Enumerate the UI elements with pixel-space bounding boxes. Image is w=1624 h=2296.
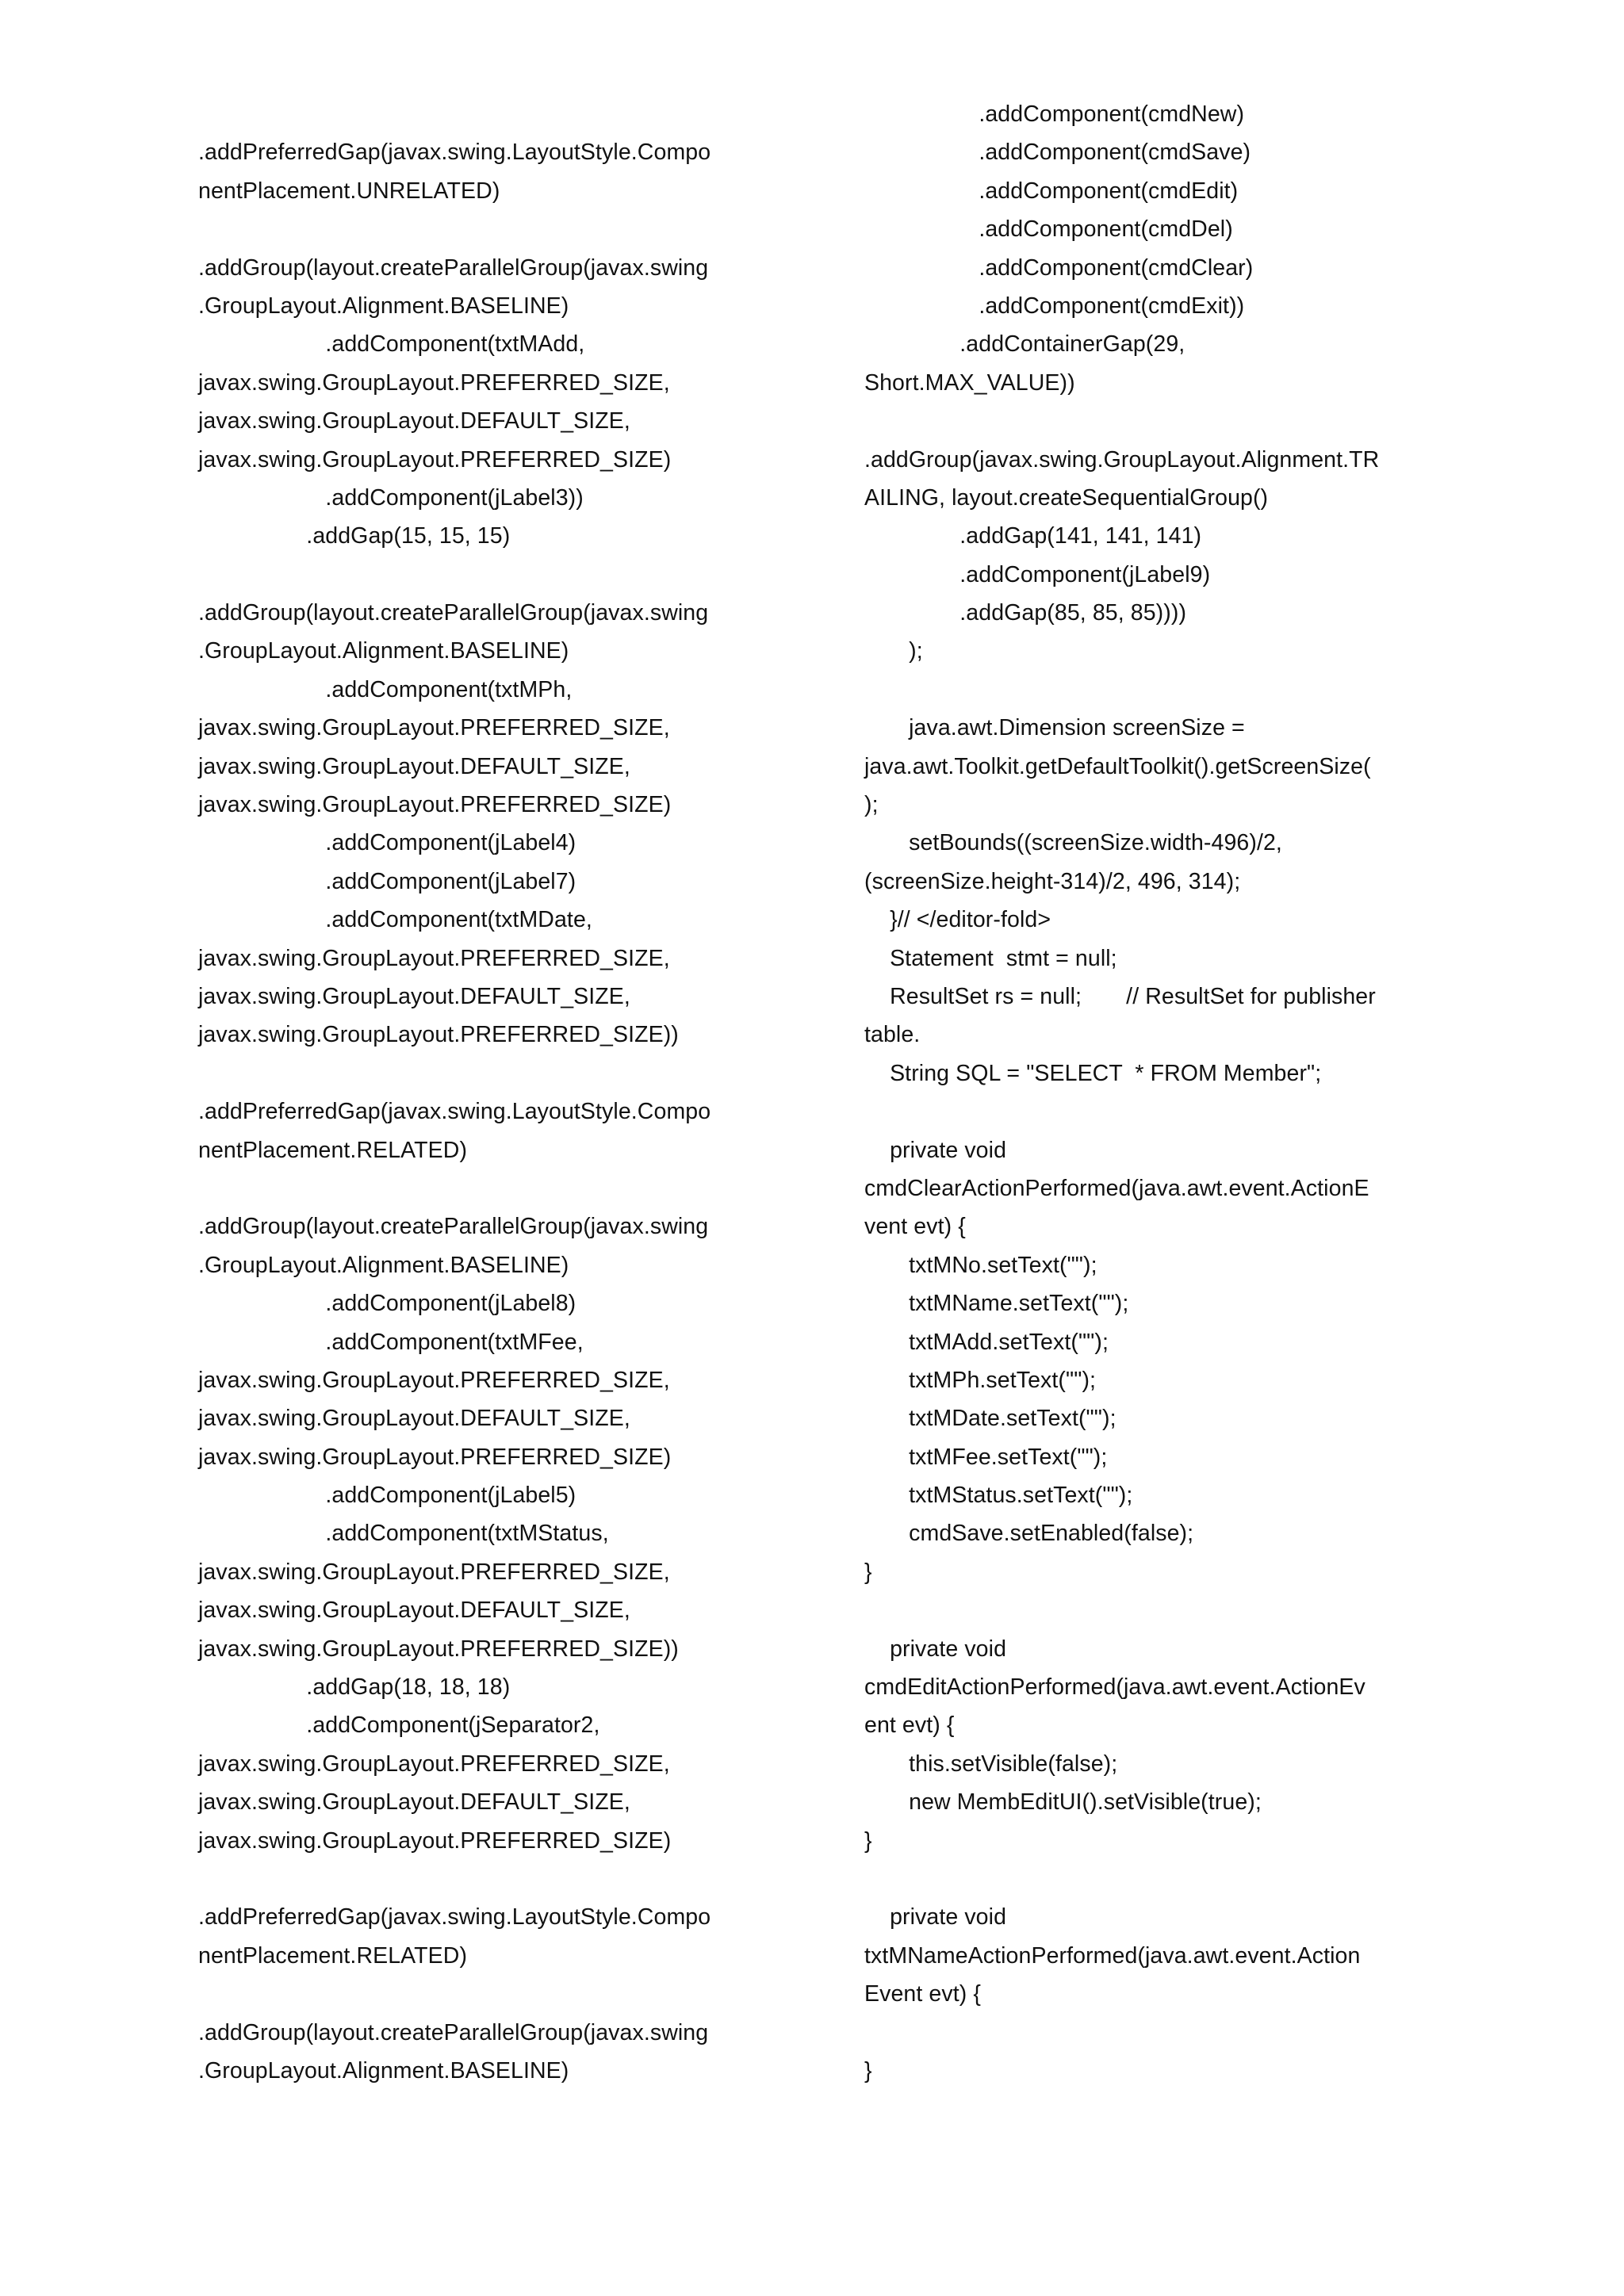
right-code-line: }// </editor-fold> <box>864 907 1051 933</box>
right-code-line: .addGroup(javax.swing.GroupLayout.Alignment.TR <box>864 446 1380 473</box>
right-code-line: .addComponent(cmdSave) <box>864 140 1251 166</box>
right-code-line: .addComponent(cmdClear) <box>864 254 1254 281</box>
right-code-line: txtMNo.setText(""); <box>864 1252 1097 1278</box>
right-code-line: .addGap(85, 85, 85)))) <box>864 600 1187 626</box>
left-code-line: nentPlacement.UNRELATED) <box>198 178 500 204</box>
right-code-line: private void <box>864 1904 1007 1931</box>
left-code-line <box>198 95 785 133</box>
left-code-line <box>198 1975 785 2013</box>
right-code-line: } <box>864 1827 872 1854</box>
right-code-line: Statement stmt = null; <box>864 945 1117 971</box>
right-code-line <box>864 1591 1451 1629</box>
right-code-line: } <box>864 2057 872 2084</box>
right-code-line: cmdClearActionPerformed(java.awt.event.ActionE <box>864 1175 1369 1201</box>
left-code-line: javax.swing.GroupLayout.PREFERRED_SIZE, <box>198 945 670 971</box>
right-code-line: cmdEditActionPerformed(java.awt.event.ActionEv <box>864 1674 1365 1701</box>
right-code-line <box>864 2014 1451 2052</box>
right-code-line: txtMName.setText(""); <box>864 1291 1129 1317</box>
left-code-line: .addGroup(layout.createParallelGroup(javax.swing <box>198 2019 709 2045</box>
right-code-line: .addComponent(cmdDel) <box>864 216 1233 243</box>
left-code-line: .addComponent(jLabel4) <box>198 830 576 856</box>
left-code-line: javax.swing.GroupLayout.PREFERRED_SIZE) <box>198 1444 672 1470</box>
left-code-line: .addComponent(txtMAdd, <box>198 331 585 358</box>
right-code-line: txtMFee.setText(""); <box>864 1444 1108 1470</box>
left-code-line: .GroupLayout.Alignment.BASELINE) <box>198 638 569 664</box>
right-code-line: txtMStatus.setText(""); <box>864 1483 1133 1509</box>
left-code-line: .addComponent(txtMDate, <box>198 907 592 933</box>
left-code-line: javax.swing.GroupLayout.PREFERRED_SIZE, <box>198 1751 670 1777</box>
left-code-line: .addPreferredGap(javax.swing.LayoutStyle.Compo <box>198 1099 711 1125</box>
right-code-line: .addComponent(cmdEdit) <box>864 178 1239 204</box>
right-code-line: .addComponent(jLabel9) <box>864 561 1211 587</box>
right-code-line: java.awt.Dimension screenSize = <box>864 715 1245 741</box>
right-code-line: (screenSize.height-314)/2, 496, 314); <box>864 868 1241 894</box>
left-code-line <box>198 1054 785 1093</box>
right-code-line: vent evt) { <box>864 1214 966 1240</box>
left-code-line: .addGroup(layout.createParallelGroup(javax.swing <box>198 1214 709 1240</box>
left-code-line: javax.swing.GroupLayout.DEFAULT_SIZE, <box>198 983 630 1009</box>
left-code-line: javax.swing.GroupLayout.PREFERRED_SIZE, <box>198 369 670 396</box>
left-code-line: .addGroup(layout.createParallelGroup(javax.swing <box>198 600 709 626</box>
left-code-line: nentPlacement.RELATED) <box>198 1137 468 1163</box>
right-code-line: private void <box>864 1137 1007 1163</box>
right-code-line: txtMDate.setText(""); <box>864 1406 1116 1432</box>
left-code-line: javax.swing.GroupLayout.PREFERRED_SIZE) <box>198 792 672 818</box>
right-code-line: private void <box>864 1636 1007 1662</box>
left-code-line: javax.swing.GroupLayout.DEFAULT_SIZE, <box>198 1598 630 1624</box>
left-code-line <box>198 556 785 594</box>
left-code-line: nentPlacement.RELATED) <box>198 1942 468 1969</box>
left-code-line: javax.swing.GroupLayout.PREFERRED_SIZE, <box>198 1559 670 1585</box>
right-code-line: txtMNameActionPerformed(java.awt.event.Action <box>864 1942 1361 1969</box>
left-code-line: javax.swing.GroupLayout.DEFAULT_SIZE, <box>198 408 630 434</box>
left-code-line: javax.swing.GroupLayout.PREFERRED_SIZE) <box>198 446 672 473</box>
right-code-line <box>864 671 1451 709</box>
left-code-line: javax.swing.GroupLayout.DEFAULT_SIZE, <box>198 753 630 779</box>
left-code-line: .addPreferredGap(javax.swing.LayoutStyle.Compo <box>198 140 711 166</box>
right-code-line: ResultSet rs = null; // ResultSet for publisher <box>864 983 1376 1009</box>
right-code-line: txtMPh.setText(""); <box>864 1367 1097 1393</box>
left-code-line: .addComponent(jSeparator2, <box>198 1712 600 1739</box>
right-code-line: .addGap(141, 141, 141) <box>864 523 1202 549</box>
left-code-line <box>198 1860 785 1898</box>
left-code-line: .addComponent(txtMStatus, <box>198 1521 609 1547</box>
left-code-line: .addPreferredGap(javax.swing.LayoutStyle.Compo <box>198 1904 711 1931</box>
left-code-line: javax.swing.GroupLayout.PREFERRED_SIZE, <box>198 715 670 741</box>
left-code-line: javax.swing.GroupLayout.PREFERRED_SIZE) <box>198 1827 672 1854</box>
left-code-line: .GroupLayout.Alignment.BASELINE) <box>198 2057 569 2084</box>
right-code-line: Event evt) { <box>864 1981 981 2007</box>
left-code-line: .addGroup(layout.createParallelGroup(javax.swing <box>198 254 709 281</box>
left-code-line: javax.swing.GroupLayout.DEFAULT_SIZE, <box>198 1789 630 1816</box>
right-code-line: .addComponent(cmdNew) <box>864 101 1245 127</box>
right-code-line: java.awt.Toolkit.getDefaultToolkit().getScreenSize( <box>864 753 1371 779</box>
right-code-line: new MembEditUI().setVisible(true); <box>864 1789 1262 1816</box>
left-code-line: javax.swing.GroupLayout.DEFAULT_SIZE, <box>198 1406 630 1432</box>
left-code-line <box>198 1169 785 1207</box>
left-code-line: .addComponent(jLabel7) <box>198 868 576 894</box>
left-code-line: .addComponent(txtMFee, <box>198 1329 584 1355</box>
right-code-line: ent evt) { <box>864 1712 955 1739</box>
right-code-column <box>864 95 1451 2090</box>
left-code-line: .addGap(15, 15, 15) <box>198 523 511 549</box>
right-code-line: AILING, layout.createSequentialGroup() <box>864 484 1269 511</box>
right-code-line: setBounds((screenSize.width-496)/2, <box>864 830 1282 856</box>
right-code-line: table. <box>864 1022 921 1048</box>
left-code-line: .addComponent(jLabel8) <box>198 1291 576 1317</box>
right-code-line: ); <box>864 792 879 818</box>
left-code-line: .addGap(18, 18, 18) <box>198 1674 511 1701</box>
right-code-line: .addContainerGap(29, <box>864 331 1185 358</box>
left-code-line: javax.swing.GroupLayout.PREFERRED_SIZE)) <box>198 1022 679 1048</box>
right-code-line: txtMAdd.setText(""); <box>864 1329 1109 1355</box>
right-code-line: this.setVisible(false); <box>864 1751 1118 1777</box>
left-code-line: javax.swing.GroupLayout.PREFERRED_SIZE, <box>198 1367 670 1393</box>
right-code-line: Short.MAX_VALUE)) <box>864 369 1075 396</box>
left-code-column <box>198 95 785 2090</box>
right-code-line: } <box>864 1559 872 1585</box>
right-code-line <box>864 1860 1451 1898</box>
right-code-line <box>864 1093 1451 1131</box>
right-code-line: String SQL = "SELECT * FROM Member"; <box>864 1060 1322 1086</box>
right-code-line <box>864 402 1451 440</box>
left-code-line: javax.swing.GroupLayout.PREFERRED_SIZE)) <box>198 1636 679 1662</box>
left-code-line: .addComponent(txtMPh, <box>198 676 573 702</box>
right-code-line: cmdSave.setEnabled(false); <box>864 1521 1194 1547</box>
left-code-line <box>198 210 785 248</box>
left-code-line: .GroupLayout.Alignment.BASELINE) <box>198 293 569 319</box>
left-code-line: .GroupLayout.Alignment.BASELINE) <box>198 1252 569 1278</box>
left-code-line: .addComponent(jLabel5) <box>198 1483 576 1509</box>
right-code-line: .addComponent(cmdExit)) <box>864 293 1245 319</box>
right-code-line: ); <box>864 638 923 664</box>
left-code-line: .addComponent(jLabel3)) <box>198 484 584 511</box>
